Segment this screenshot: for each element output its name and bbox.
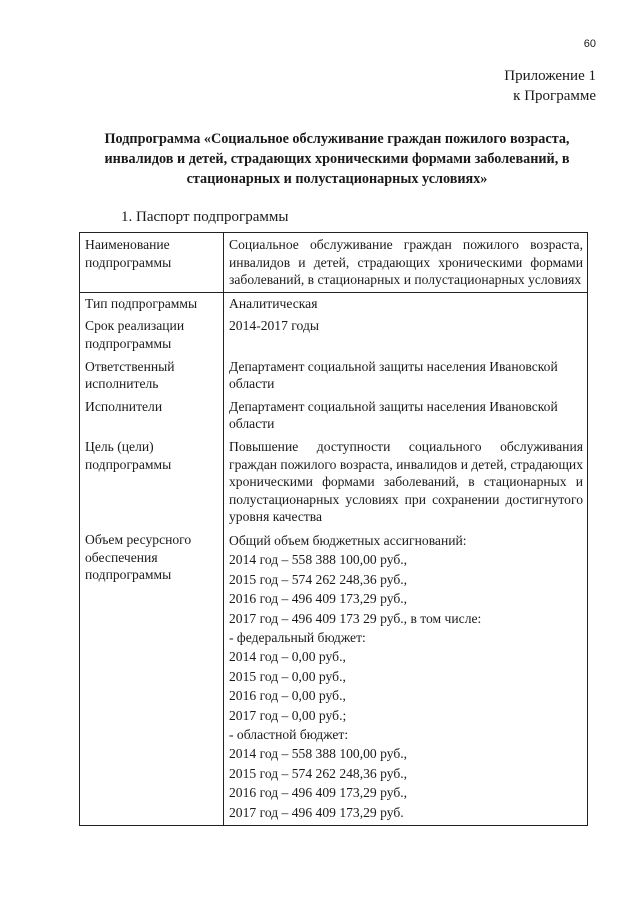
appendix-line-1: Приложение 1 bbox=[504, 68, 596, 84]
table-row-type bbox=[80, 292, 588, 315]
funding-line: 2016 год – 496 409 173,29 руб., bbox=[229, 785, 408, 801]
row-label: Наименование подпрограммы bbox=[80, 233, 224, 293]
appendix-line-2: к Программе bbox=[513, 88, 596, 104]
row-label: Объем ресурсного обеспечения подпрограммы bbox=[80, 529, 224, 826]
funding-lines bbox=[224, 529, 588, 826]
page-number: 60 bbox=[583, 38, 596, 50]
funding-line: - областной бюджет: bbox=[229, 726, 349, 742]
table-row-executors bbox=[80, 396, 588, 436]
passport-table bbox=[79, 232, 588, 826]
funding-line: 2015 год – 0,00 руб., bbox=[229, 668, 346, 684]
row-value: 2014-2017 годы bbox=[224, 315, 588, 355]
funding-line: 2014 год – 558 388 100,00 руб., bbox=[229, 552, 408, 568]
row-label: Ответственный исполнитель bbox=[80, 356, 224, 396]
table-row-funding bbox=[80, 529, 588, 826]
funding-line: 2017 год – 0,00 руб.; bbox=[229, 707, 347, 723]
funding-line: 2015 год – 574 262 248,36 руб., bbox=[229, 765, 408, 781]
row-label: Срок реализации подпрограммы bbox=[80, 315, 224, 355]
row-label: Цель (цели) подпрограммы bbox=[80, 436, 224, 529]
funding-line: 2017 год – 496 409 173 29 руб., в том числе: bbox=[229, 610, 482, 626]
funding-line: Общий объем бюджетных ассигнований: bbox=[229, 532, 467, 548]
funding-line: 2017 год – 496 409 173,29 руб. bbox=[229, 804, 404, 820]
funding-line: 2016 год – 496 409 173,29 руб., bbox=[229, 591, 408, 607]
row-label: Тип подпрограммы bbox=[80, 292, 224, 315]
section-heading: 1. Паспорт подпрограммы bbox=[121, 209, 289, 225]
table-row-term bbox=[80, 315, 588, 355]
funding-line: 2014 год – 558 388 100,00 руб., bbox=[229, 746, 408, 762]
row-value: Департамент социальной защиты населения Ивановской области bbox=[224, 356, 588, 396]
table-row-responsible bbox=[80, 356, 588, 396]
row-label: Исполнители bbox=[80, 396, 224, 436]
funding-line: 2014 год – 0,00 руб., bbox=[229, 649, 346, 665]
funding-line: 2015 год – 574 262 248,36 руб., bbox=[229, 571, 408, 587]
row-value: Повышение доступности социального обслуживания граждан пожилого возраста, инвалидов и детей, страдающих хроническими формами заболеваний, в стационарных и полустационарных условиях при сохранении достигнутого уровня качества bbox=[224, 436, 588, 529]
appendix-caption bbox=[504, 66, 596, 106]
funding-line: - федеральный бюджет: bbox=[229, 629, 366, 645]
table-row-goal bbox=[80, 436, 588, 529]
row-value: Аналитическая bbox=[224, 292, 588, 315]
table-row-name bbox=[80, 233, 588, 293]
document-title: Подпрограмма «Социальное обслуживание граждан пожилого возраста, инвалидов и детей, страдающих хроническими формами заболеваний, в стационарных и полустационарных условиях» bbox=[104, 131, 570, 187]
row-value: Социальное обслуживание граждан пожилого возраста, инвалидов и детей, страдающих хроническими формами заболеваний, в стационарных и полустационарных условиях bbox=[224, 233, 588, 293]
funding-line: 2016 год – 0,00 руб., bbox=[229, 688, 346, 704]
row-value: Департамент социальной защиты населения Ивановской области bbox=[224, 396, 588, 436]
